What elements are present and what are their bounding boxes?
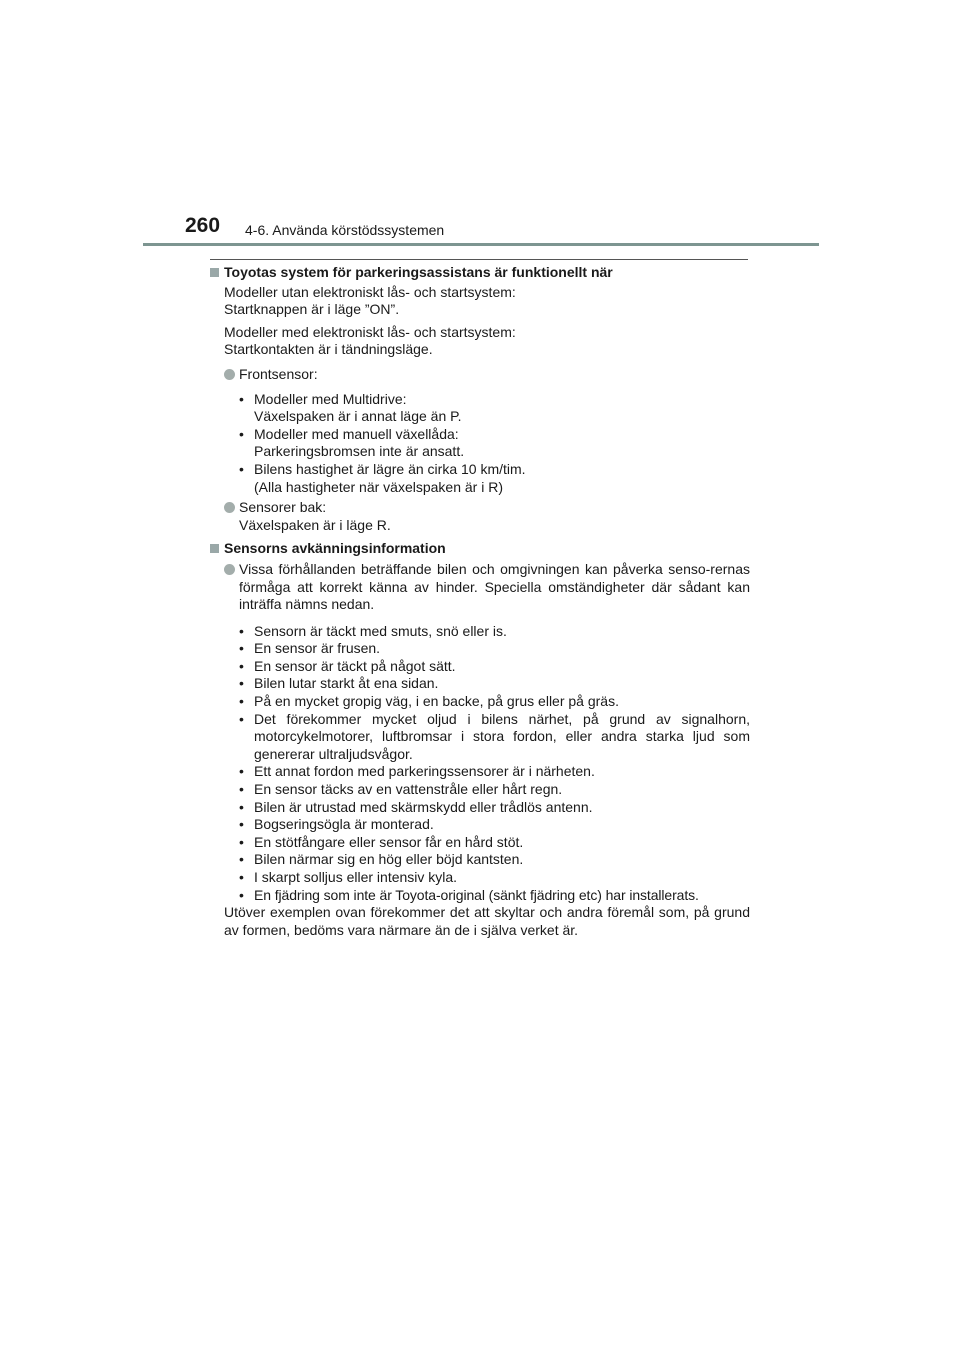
paragraph-line: Modeller utan elektroniskt lås- och startsystem: <box>224 283 516 300</box>
list-item: • En sensor är frusen. <box>239 640 381 657</box>
circle-bullet-item <box>210 561 750 614</box>
list-item: • En fjädring som inte är Toyota-original (sänkt fjädring etc) har installerats. <box>239 886 699 903</box>
list-item: • Bilen lutar starkt åt ena sidan. <box>239 675 439 692</box>
list-item-line: Växelspaken är i annat läge än P. <box>254 408 462 425</box>
section-heading <box>210 264 750 282</box>
list-item-line: (Alla hastigheter när växelspaken är i R) <box>254 478 504 495</box>
circle-bullet-icon <box>224 369 235 380</box>
list-item: • Bilens hastighet är lägre än cirka 10 km/tim. (Alla hastigheter när växelspaken är i R) <box>239 461 750 496</box>
list-item: • Bilen närmar sig en hög eller böjd kantsten. <box>239 851 524 868</box>
list-item-line: Modeller med Multidrive: <box>254 390 407 407</box>
circle-bullet-item <box>210 366 750 384</box>
list-item: • En sensor täcks av en vattenstråle eller hårt regn. <box>239 781 563 798</box>
list-item-line: Modeller med manuell växellåda: <box>254 425 459 442</box>
list-item-line: Bilens hastighet är lägre än cirka 10 km/tim. <box>254 460 526 477</box>
list-item-line: Parkeringsbromsen inte är ansatt. <box>254 443 465 460</box>
bullet-text: Vissa förhållanden beträffande bilen och omgivningen kan påverka senso-rernas förmåga att korrekt känna av hinder. Speciella omständigheter där sådant kan inträffa nämns nedan. <box>239 560 750 613</box>
section-heading-text: Sensorns avkänningsinformation <box>224 540 446 557</box>
list-item: • Bogseringsögla är monterad. <box>239 816 434 833</box>
list-item: • Bilen är utrustad med skärmskydd eller trådlös antenn. <box>239 798 593 815</box>
section-heading-text: Toyotas system för parkeringsassistans är funktionellt när <box>224 264 613 280</box>
list-item: • Det förekommer mycket oljud i bilens närhet, på grund av signalhorn, motorcykelmotorer, luftbromsar i stora fordon, eller andra starka ljud som genererar ultraljudsvågor. <box>239 710 750 762</box>
header-divider <box>143 243 819 246</box>
square-bullet-icon <box>210 544 219 553</box>
closing-paragraph: Utöver exemplen ovan förekommer det att skyltar och andra föremål som, på grund av formen, bedöms vara närmare än de i själva verket är. <box>224 904 750 938</box>
list-item: • I skarpt solljus eller intensiv kyla. <box>239 869 458 885</box>
circle-bullet-icon <box>224 564 235 575</box>
bullet-label: Sensorer bak: <box>239 499 327 516</box>
list-item: • En sensor är täckt på något sätt. <box>239 657 456 674</box>
page-content <box>210 264 750 939</box>
content-top-divider <box>210 259 748 260</box>
section-heading <box>210 540 750 558</box>
paragraph-line: Startknappen är i läge ”ON”. <box>224 301 400 318</box>
bullet-text: Växelspaken är i läge R. <box>239 516 391 533</box>
paragraph <box>210 284 750 319</box>
section-header: 4-6. Använda körstödssystemen <box>245 222 445 238</box>
bullet-list <box>210 623 750 905</box>
list-item: • En stötfångare eller sensor får en hård stöt. <box>239 833 524 850</box>
list-item: • Ett annat fordon med parkeringssensorer är i närheten. <box>239 763 595 780</box>
list-item: • Sensorn är täckt med smuts, snö eller is. <box>239 622 507 639</box>
circle-bullet-item <box>210 499 750 534</box>
page-number: 260 <box>185 214 221 237</box>
bullet-list <box>210 391 750 497</box>
paragraph <box>210 324 750 359</box>
circle-bullet-icon <box>224 502 235 513</box>
square-bullet-icon <box>210 268 219 277</box>
list-item: • Modeller med manuell växellåda: Parkeringsbromsen inte är ansatt. <box>239 426 750 461</box>
list-item: • På en mycket gropig väg, i en backe, på grus eller på gräs. <box>239 693 619 710</box>
list-item: • Modeller med Multidrive: Växelspaken är i annat läge än P. <box>239 391 750 426</box>
bullet-label: Frontsensor: <box>239 365 318 382</box>
paragraph-line: Modeller med elektroniskt lås- och startsystem: <box>224 323 516 340</box>
paragraph-line: Startkontakten är i tändningsläge. <box>224 341 433 358</box>
